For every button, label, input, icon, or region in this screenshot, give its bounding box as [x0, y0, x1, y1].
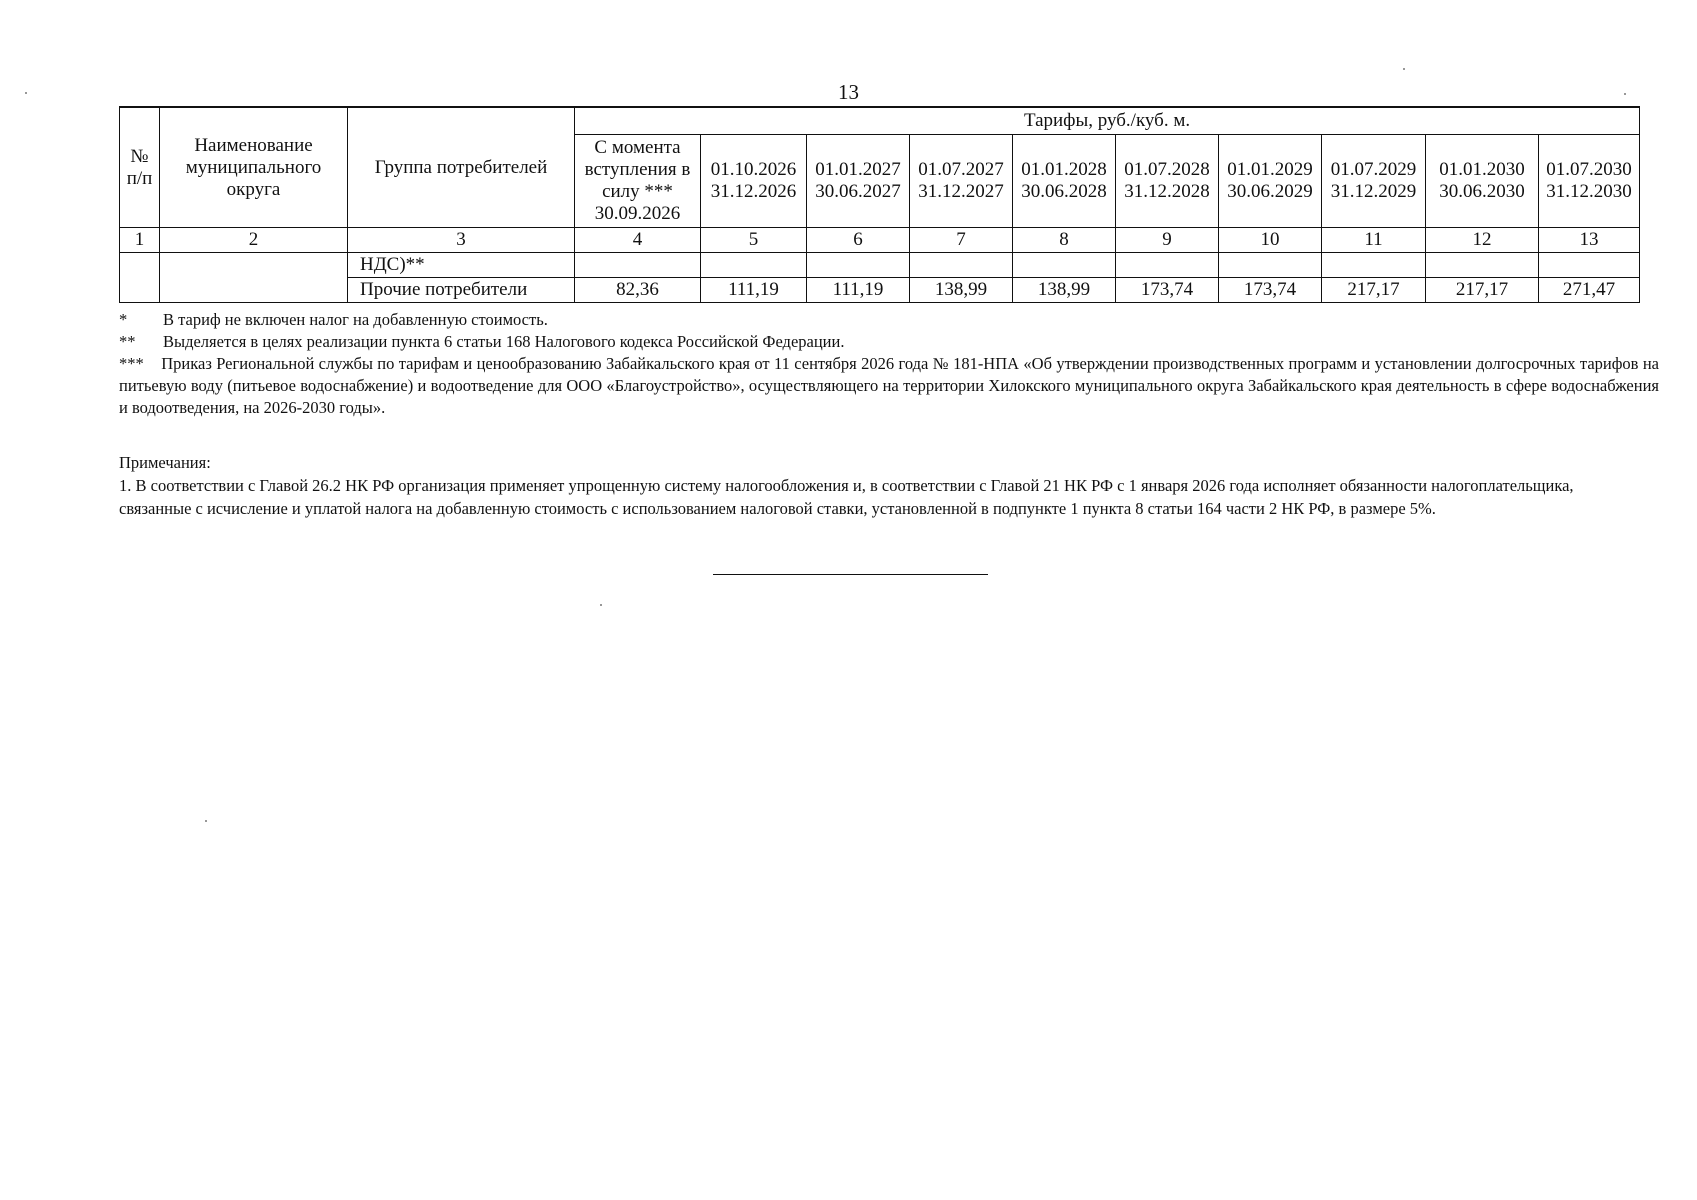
footnote: [119, 309, 1659, 331]
tariff-cell: 138,99: [1013, 278, 1116, 303]
tariff-cell: 111,19: [807, 278, 910, 303]
notes-section: [119, 451, 1619, 520]
column-number: 4: [575, 228, 701, 253]
scan-speck: [205, 820, 207, 822]
header-municipality: Наименование муниципального округа: [160, 107, 348, 228]
note-item: 1. В соответствии с Главой 26.2 НК РФ организация применяет упрощенную систему налогообложения и, в соответствии с Главой 21 НК РФ с 1 января 2026 года исполняет обязанности налогоплательщика, связанные с исчисление и уплатой налога на добавленную стоимость с использованием налоговой ставки, установленной в подпункте 1 пункта 8 статьи 164 части 2 НК РФ, в размере 5%.: [119, 476, 1574, 518]
tariff-cell: 138,99: [910, 278, 1013, 303]
column-number-row: [120, 228, 1640, 253]
tariff-cell: [1116, 253, 1219, 278]
header-period: 01.10.2026 31.12.2026: [701, 135, 807, 228]
column-number: 12: [1426, 228, 1539, 253]
tariff-cell: 173,74: [1116, 278, 1219, 303]
column-number: 3: [348, 228, 575, 253]
column-number: 1: [120, 228, 160, 253]
header-period: 01.07.2028 31.12.2028: [1116, 135, 1219, 228]
header-period: 01.01.2028 30.06.2028: [1013, 135, 1116, 228]
tariff-cell: [1426, 253, 1539, 278]
header-period: 01.01.2027 30.06.2027: [807, 135, 910, 228]
tariff-cell: [910, 253, 1013, 278]
table-row: [120, 278, 1640, 303]
row-group-cell: НДС)**: [348, 253, 575, 278]
tariff-cell: [1219, 253, 1322, 278]
column-number: 6: [807, 228, 910, 253]
footnote-mark: *: [119, 310, 128, 329]
footnote-text: Выделяется в целях реализации пункта 6 статьи 168 Налогового кодекса Российской Федерации.: [163, 332, 845, 351]
row-group-cell: Прочие потребители: [348, 278, 575, 303]
column-number: 2: [160, 228, 348, 253]
tariff-cell: 111,19: [701, 278, 807, 303]
footnote: [119, 353, 1659, 419]
scan-speck: [600, 604, 602, 606]
tariff-cell: [701, 253, 807, 278]
column-number: 10: [1219, 228, 1322, 253]
tariff-cell: [1322, 253, 1426, 278]
signature-line: [713, 574, 988, 575]
tariff-cell: [1013, 253, 1116, 278]
footnote: [119, 331, 1659, 353]
tariff-cell: 173,74: [1219, 278, 1322, 303]
scan-speck: [1403, 68, 1405, 70]
tariff-cell: 82,36: [575, 278, 701, 303]
header-period: 01.01.2030 30.06.2030: [1426, 135, 1539, 228]
header-period: 01.07.2027 31.12.2027: [910, 135, 1013, 228]
scan-speck: [25, 92, 27, 94]
tariff-cell: [575, 253, 701, 278]
column-number: 11: [1322, 228, 1426, 253]
notes-title: Примечания:: [119, 453, 211, 472]
header-period: 01.01.2029 30.06.2029: [1219, 135, 1322, 228]
page-number: 13: [838, 80, 859, 104]
tariff-table: [119, 106, 1640, 303]
header-period: 01.07.2029 31.12.2029: [1322, 135, 1426, 228]
header-period: 01.07.2030 31.12.2030: [1539, 135, 1640, 228]
column-number: 8: [1013, 228, 1116, 253]
header-num: № п/п: [120, 107, 160, 228]
tariff-cell: [1539, 253, 1640, 278]
header-consumer-group: Группа потребителей: [348, 107, 575, 228]
column-number: 9: [1116, 228, 1219, 253]
tariff-cell: [807, 253, 910, 278]
tariff-cell: 271,47: [1539, 278, 1640, 303]
column-number: 7: [910, 228, 1013, 253]
row-num-cell: [120, 253, 160, 303]
scan-speck: [1624, 93, 1626, 95]
row-municipality-cell: [160, 253, 348, 303]
header-period: С момента вступления в силу *** 30.09.2026: [575, 135, 701, 228]
tariff-cell: 217,17: [1322, 278, 1426, 303]
footnotes: [119, 309, 1659, 419]
header-tariffs: Тарифы, руб./куб. м.: [575, 107, 1640, 135]
footnote-mark: ***: [119, 354, 144, 373]
tariff-cell: 217,17: [1426, 278, 1539, 303]
table-row: [120, 253, 1640, 278]
column-number: 5: [701, 228, 807, 253]
column-number: 13: [1539, 228, 1640, 253]
footnote-text: В тариф не включен налог на добавленную стоимость.: [163, 310, 548, 329]
footnote-text: Приказ Региональной службы по тарифам и ценообразованию Забайкальского края от 11 сентября 2026 года № 181-НПА «Об утверждении производственных программ и установлении долгосрочных тарифов на питьевую воду (питьевое водоснабжение) и водоотведение для ООО «Благоустройство», осуществляющего на территории Хилокского муниципального округа Забайкальского края деятельность в сфере водоснабжения и водоотведения, на 2026-2030 годы».: [119, 354, 1659, 417]
footnote-mark: **: [119, 332, 136, 351]
